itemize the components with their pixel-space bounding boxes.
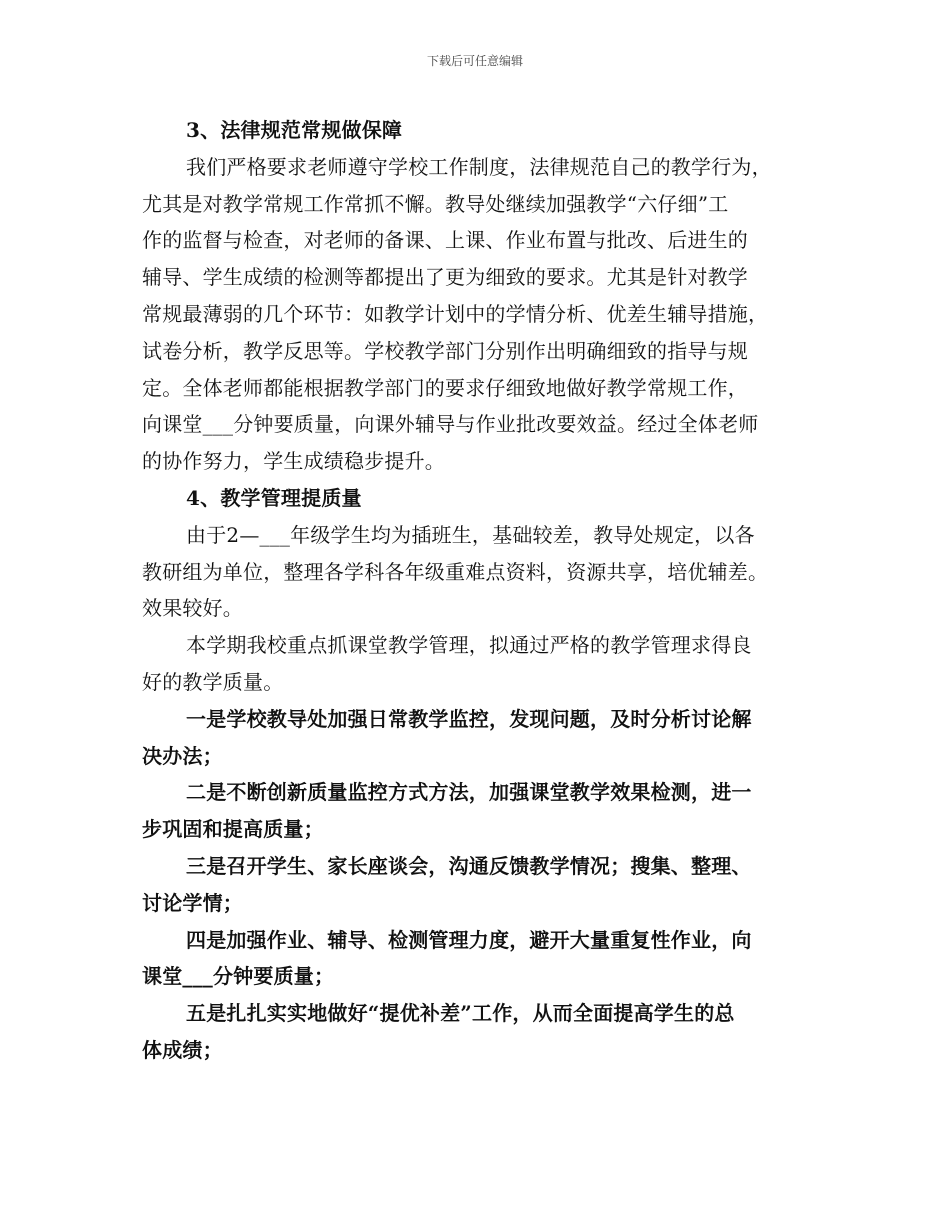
text-line: 决办法； — [142, 743, 223, 768]
text-line: 体成绩； — [142, 1037, 223, 1062]
text-line: 尤其是对教学常规工作常抓不懈。教导处继续加强教学“六仔细”工 — [142, 191, 729, 216]
text-line: 好的教学质量。 — [142, 669, 284, 694]
text-line: 教研组为单位，整理各学科各年级重难点资料，资源共享，培优辅差。 — [142, 559, 769, 584]
text-line: 课堂___分钟要质量； — [142, 964, 335, 989]
text-line: 向课堂___分钟要质量，向课外辅导与作业批改要效益。经过全体老师 — [142, 412, 759, 437]
text-line: 五是扎扎实实地做好“提优补差”工作，从而全面提高学生的总 — [186, 1001, 735, 1026]
text-line: 讨论学情； — [142, 890, 243, 915]
text-line: 常规最薄弱的几个环节：如教学计划中的学情分析、优差生辅导措施， — [142, 301, 769, 326]
text-line: 辅导、学生成绩的检测等都提出了更为细致的要求。尤其是针对教学 — [142, 265, 748, 290]
text-line: 一是学校教导处加强日常教学监控，发现问题，及时分析讨论解 — [186, 706, 752, 731]
text-line: 4、教学管理提质量 — [186, 485, 362, 510]
text-line: 由于2—___年级学生均为插班生，基础较差，教导处规定，以各 — [186, 522, 755, 547]
text-line: 作的监督与检查，对老师的备课、上课、作业布置与批改、后进生的 — [142, 228, 748, 253]
text-line: 本学期我校重点抓课堂教学管理，拟通过严格的教学管理求得良 — [186, 633, 752, 658]
text-line: 我们严格要求老师遵守学校工作制度，法律规范自己的教学行为， — [186, 154, 772, 179]
text-line: 定。全体老师都能根据教学部门的要求仔细致地做好教学常规工作， — [142, 375, 748, 400]
document-body — [142, 112, 814, 1069]
text-line: 步巩固和提高质量； — [142, 817, 324, 842]
page-header: 下载后可任意编辑 — [426, 54, 523, 68]
text-line: 试卷分析，教学反思等。学校教学部门分别作出明确细致的指导与规 — [142, 338, 748, 363]
text-line: 三是召开学生、家长座谈会，沟通反馈教学情况；搜集、整理、 — [186, 853, 752, 878]
text-line: 二是不断创新质量监控方式方法，加强课堂教学效果检测，进一 — [186, 780, 752, 805]
text-line: 的协作努力，学生成绩稳步提升。 — [142, 449, 445, 474]
text-line: 3、法律规范常规做保障 — [186, 118, 403, 142]
text-line: 效果较好。 — [142, 596, 243, 621]
text-line: 四是加强作业、辅导、检测管理力度，避开大量重复性作业，向 — [186, 927, 752, 952]
